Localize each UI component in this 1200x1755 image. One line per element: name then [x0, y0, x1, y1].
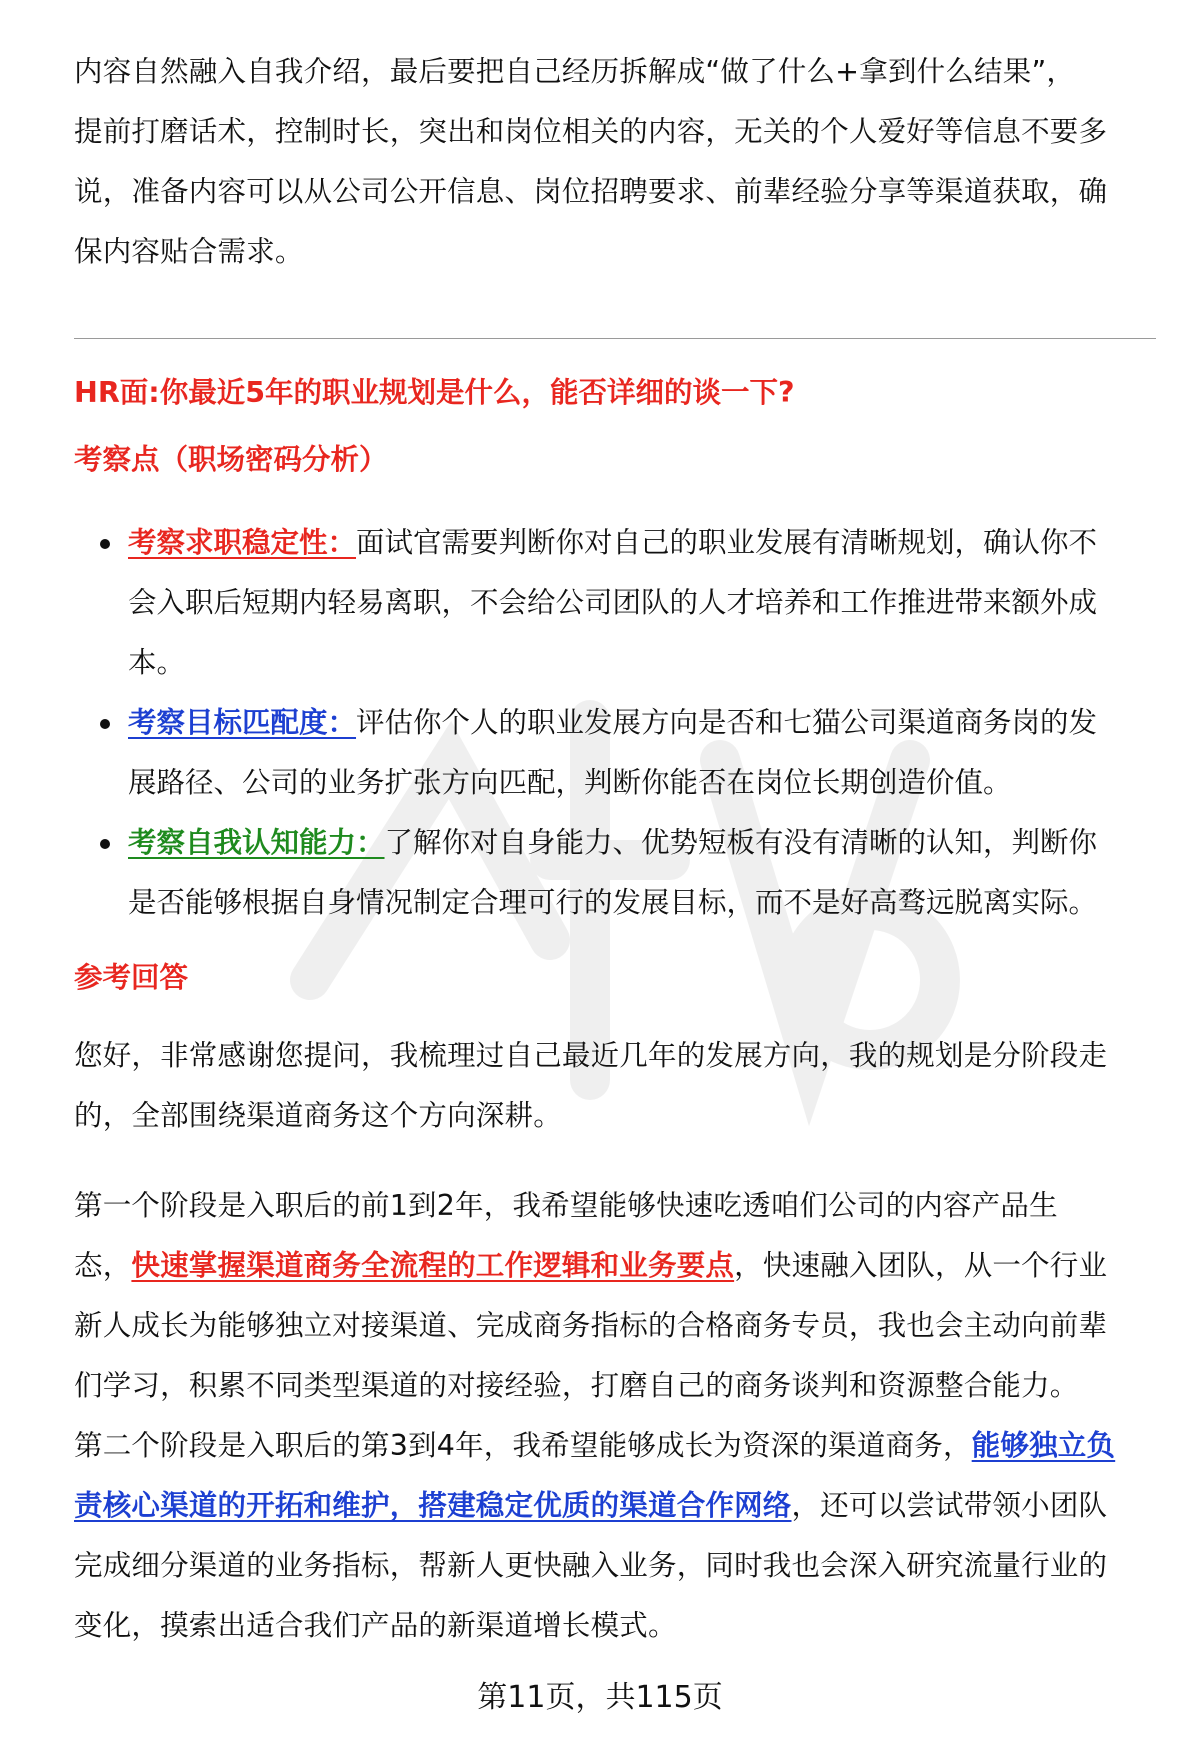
section-label-answer: 参考回答 [74, 961, 189, 994]
bullet-icon [100, 719, 110, 729]
intro-line: 保内容贴合需求。 [74, 235, 304, 268]
list-item [128, 813, 1158, 933]
answer-line: 第二个阶段是入职后的第3到4年，我希望能够成长为资深的渠道商务， [74, 1429, 972, 1462]
bullet-icon [100, 539, 110, 549]
answer-line: 完成细分渠道的业务指标，帮新人更快融入业务，同时我也会深入研究流量行业的 [74, 1549, 1108, 1582]
intro-line: 说，准备内容可以从公司公开信息、岗位招聘要求、前辈经验分享等渠道获取，确 [74, 175, 1108, 208]
answer-line: 变化，摸索出适合我们产品的新渠道增长模式。 [74, 1609, 677, 1642]
bullet-text: 是否能够根据自身情况制定合理可行的发展目标，而不是好高骛远脱离实际。 [128, 886, 1098, 919]
bullet-text: 会入职后短期内轻易离职，不会给公司团队的人才培养和工作推进带来额外成 [128, 586, 1098, 619]
answer-paragraph-2 [74, 1176, 1154, 1656]
section-label-assessment: 考察点（职场密码分析） [74, 443, 388, 476]
assessment-list [128, 513, 1158, 933]
answer-line: 第一个阶段是入职后的前1到2年，我希望能够快速吃透咱们公司的内容产品生 [74, 1189, 1058, 1222]
keyword-self-awareness: 考察自我认知能力： [128, 826, 385, 859]
bullet-text: 评估你个人的职业发展方向是否和七猫公司渠道商务岗的发 [356, 706, 1098, 739]
bullet-text: 了解你对自身能力、优势短板有没有清晰的认知，判断你 [384, 826, 1098, 859]
intro-line: 内容自然融入自我介绍，最后要把自己经历拆解成“做了什么+拿到什么结果”， [74, 55, 1076, 88]
highlight-blue: 责核心渠道的开拓和维护，搭建稳定优质的渠道合作网络 [74, 1489, 792, 1522]
list-item [128, 513, 1158, 693]
answer-line: 您好，非常感谢您提问，我梳理过自己最近几年的发展方向，我的规划是分阶段走 [74, 1039, 1108, 1072]
intro-paragraph [74, 42, 1154, 282]
list-item [128, 693, 1158, 813]
keyword-goal-match: 考察目标匹配度： [128, 706, 357, 739]
intro-line: 提前打磨话术，控制时长，突出和岗位相关的内容，无关的个人爱好等信息不要多 [74, 115, 1108, 148]
answer-paragraph-1 [74, 1026, 1154, 1146]
keyword-stability: 考察求职稳定性： [128, 526, 357, 559]
answer-line: 的，全部围绕渠道商务这个方向深耕。 [74, 1099, 562, 1132]
bullet-text: 展路径、公司的业务扩张方向匹配，判断你能否在岗位长期创造价值。 [128, 766, 1012, 799]
question-title: HR面:你最近5年的职业规划是什么，能否详细的谈一下? [74, 376, 795, 409]
section-divider [74, 338, 1156, 339]
bullet-icon [100, 839, 110, 849]
answer-line: ，快速融入团队，从一个行业 [734, 1249, 1108, 1282]
highlight-blue: 能够独立负 [971, 1429, 1116, 1462]
bullet-text: 本。 [128, 646, 186, 679]
page-number: 第11页，共115页 [477, 1680, 723, 1715]
answer-line: 态， [74, 1249, 132, 1282]
answer-line: 新人成长为能够独立对接渠道、完成商务指标的合格商务专员，我也会主动向前辈 [74, 1309, 1108, 1342]
highlight-red: 快速掌握渠道商务全流程的工作逻辑和业务要点 [131, 1249, 735, 1282]
answer-line: ，还可以尝试带领小团队 [791, 1489, 1108, 1522]
bullet-text: 面试官需要判断你对自己的职业发展有清晰规划，确认你不 [356, 526, 1098, 559]
answer-line: 们学习，积累不同类型渠道的对接经验，打磨自己的商务谈判和资源整合能力。 [74, 1369, 1079, 1402]
